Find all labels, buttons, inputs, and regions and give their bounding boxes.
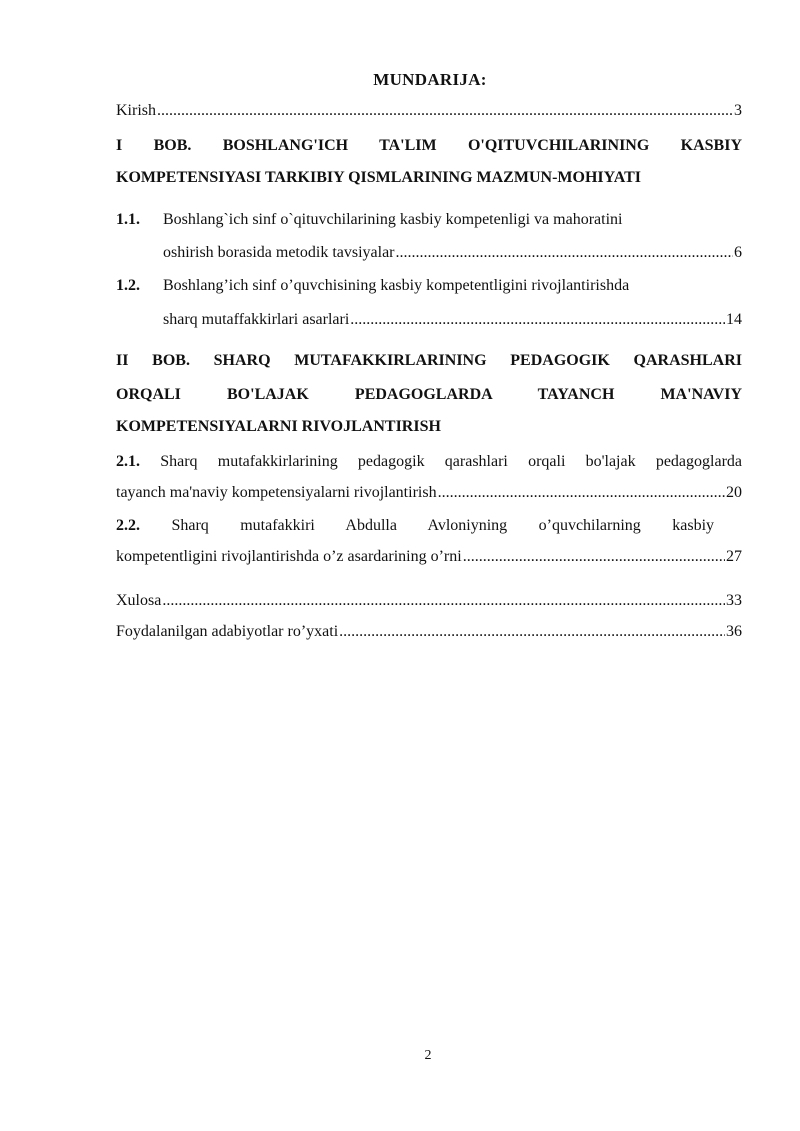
chapter-1-title-line-1[interactable]: I BOB. BOSHLANG'ICH TA'LIM O'QITUVCHILARINING KASBIY	[116, 137, 742, 154]
toc-leader-dots	[157, 100, 733, 122]
section-title-line-1: Boshlang`ich sinf o`qituvchilarining kasbiy kompetenligi va mahoratini	[163, 211, 623, 228]
section-title-line-1: Sharq mutafakkirlarining pedagogik qarashlari orqali bo'lajak pedagoglarda	[160, 453, 742, 470]
section-title-line-1: Boshlang’ich sinf o’quvchisining kasbiy kompetentligini rivojlantirishda	[163, 277, 630, 294]
toc-leader-dots	[339, 621, 725, 643]
section-title-line-2: oshirish borasida metodik tavsiyalar	[163, 244, 395, 261]
page-title: MUNDARIJA:	[373, 70, 487, 89]
chapter-2-title-line-1[interactable]: II BOB. SHARQ MUTAFAKKIRLARINING PEDAGOGIK QARASHLARI	[116, 352, 742, 369]
toc-entry-label: Kirish	[116, 102, 156, 119]
toc-page-number: 36	[726, 623, 742, 640]
section-title-line-2: tayanch ma'naviy kompetensiyalarni rivojlantirish	[116, 484, 437, 501]
toc-leader-dots	[162, 590, 725, 612]
section-title-line-2: sharq mutaffakkirlari asarlari	[163, 311, 350, 328]
toc-entry-adabiyotlar[interactable]	[116, 621, 742, 643]
toc-page-number: 3	[734, 102, 742, 119]
chapter-1-title-line-2[interactable]: KOMPETENSIYASI TARKIBIY QISMLARINING MAZMUN-MOHIYATI	[116, 169, 641, 186]
toc-entry-2-1[interactable]	[116, 451, 742, 473]
toc-entry-kirish[interactable]	[116, 100, 742, 122]
section-number: 2.2.	[116, 517, 140, 534]
toc-entry-1-1[interactable]	[116, 209, 742, 231]
toc-page-number: 20	[726, 484, 742, 501]
section-number: 1.1.	[116, 211, 140, 228]
toc-page-number: 27	[726, 548, 742, 565]
toc-entry-label: Foydalanilgan adabiyotlar ro’yxati	[116, 623, 339, 640]
section-title-line-2: kompetentligini rivojlantirishda o’z asardarining o’rni	[116, 548, 462, 565]
toc-entry-2-2[interactable]	[116, 515, 714, 537]
toc-entry-xulosa[interactable]	[116, 590, 742, 612]
page-number: 2	[424, 1048, 432, 1063]
toc-entry-1-2[interactable]	[116, 275, 742, 297]
toc-page-number: 14	[726, 311, 742, 328]
toc-leader-dots	[438, 482, 725, 504]
toc-entry-2-1-cont[interactable]	[116, 482, 742, 504]
toc-leader-dots	[350, 309, 725, 331]
chapter-2-title-line-2[interactable]: ORQALI BO'LAJAK PEDAGOGLARDA TAYANCH MA'NAVIY	[116, 386, 742, 403]
toc-page-number: 6	[734, 244, 742, 261]
toc-entry-1-1-cont[interactable]	[163, 242, 742, 264]
chapter-2-title-line-3[interactable]: KOMPETENSIYALARNI RIVOJLANTIRISH	[116, 418, 441, 435]
toc-entry-2-2-cont[interactable]	[116, 546, 742, 568]
toc-leader-dots	[463, 546, 725, 568]
section-number: 2.1.	[116, 453, 140, 470]
section-title-line-1: Sharq mutafakkiri Abdulla Avloniyning o’quvchilarning kasbiy	[171, 517, 715, 534]
toc-leader-dots	[396, 242, 733, 264]
toc-entry-label: Xulosa	[116, 592, 162, 609]
toc-page-number: 33	[726, 592, 742, 609]
section-number: 1.2.	[116, 277, 140, 294]
toc-entry-1-2-cont[interactable]	[163, 309, 742, 331]
